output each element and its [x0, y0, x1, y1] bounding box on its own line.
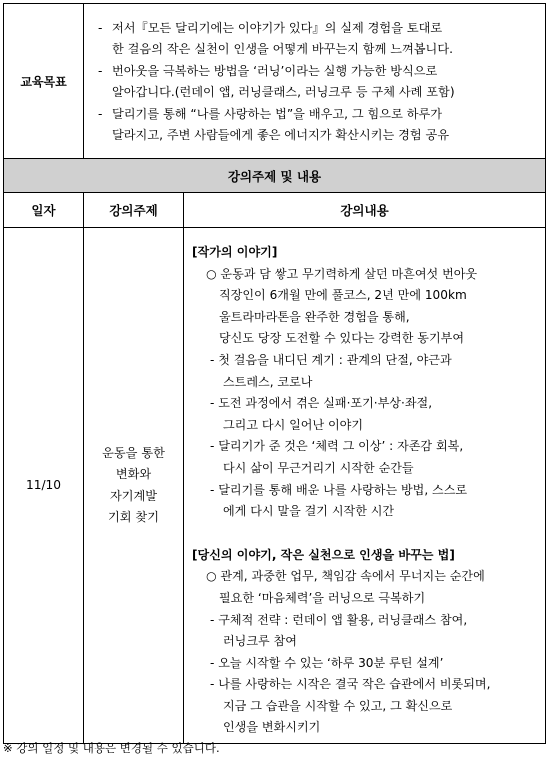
objective-item: [98, 61, 537, 104]
bullet-line: 인생을 변화시키기: [223, 720, 321, 735]
lecture-date: 11/10: [4, 228, 84, 744]
objective-text: [112, 18, 537, 61]
section-row: [4, 159, 546, 193]
header-content: 강의내용: [184, 193, 546, 228]
bullet-line: 에게 다시 말을 걸기 시작한 시간: [223, 504, 395, 519]
lecture-plan-table: [3, 3, 546, 744]
objectives-row: [4, 4, 546, 159]
bullet-line: 그리고 다시 일어난 이야기: [223, 417, 364, 432]
content-spacer: [192, 523, 539, 545]
bullet-line: 지금 그 습관을 시작할 수 있고, 그 확신으로: [223, 698, 453, 713]
lecture-topic-lines: [84, 443, 183, 529]
bullet-line: - 도전 과정에서 겪은 실패·포기·부상·좌절,: [210, 396, 433, 411]
objective-line: 달라지고, 주변 사람들에게 좋은 에너지가 확산시키는 경험 공유: [112, 128, 450, 142]
lecture-row: [4, 228, 546, 744]
objective-line: 한 걸음의 작은 실천이 인생을 어떻게 바꾸는지 함께 느껴봅니다.: [112, 42, 453, 56]
lecture-content: [184, 228, 546, 744]
objective-text: [112, 61, 537, 104]
content-line: ○ 관계, 과중한 업무, 책임감 속에서 무너지는 순간에: [206, 569, 485, 584]
content-line: 당신도 당장 도전할 수 있다는 강력한 동기부여: [219, 331, 465, 346]
content-line: 직장인이 6개월 만에 풀코스, 2년 만에 100km: [219, 288, 467, 303]
objective-dash: -: [98, 106, 103, 121]
bullet-line: 다시 삶이 무근거리기 시작한 순간들: [223, 460, 414, 475]
topic-line: 자기계발: [109, 488, 158, 503]
topic-line: 기회 찾기: [108, 510, 159, 525]
content-line: 울트라마라톤을 완주한 경험을 통해,: [219, 309, 410, 324]
bullet-line: - 첫 걸음을 내디딘 계기 : 관계의 단절, 야근과: [210, 352, 452, 367]
topic-line: 변화와: [115, 467, 152, 482]
bullet-line: - 나를 사랑하는 시작은 결국 작은 습관에서 비롯되며,: [210, 677, 491, 692]
objective-dash: -: [98, 20, 103, 35]
topic-line: 운동을 통한: [102, 445, 165, 460]
bullet-line: - 달리기가 준 것은 ‘체력 그 이상’ : 자존감 회복,: [210, 439, 464, 454]
content-heading: [작가의 이야기]: [192, 245, 278, 259]
objective-line: 알아갑니다.(런데이 앱, 러닝클래스, 러닝크루 등 구체 사례 포함): [112, 85, 455, 99]
objective-text: [112, 104, 537, 147]
objective-line: 달리기를 통해 “나를 사랑하는 법”을 배우고, 그 힘으로 하루가: [112, 106, 443, 121]
content-line: ○ 운동과 담 쌓고 무기력하게 살던 마흔여섯 번아웃: [206, 266, 478, 281]
lecture-topic: [84, 228, 184, 744]
objective-item: [98, 104, 537, 147]
header-date: 일자: [4, 193, 84, 228]
header-row: [4, 193, 546, 228]
bullet-line: - 달리기를 통해 배운 나를 사랑하는 방법, 스스로: [210, 482, 468, 497]
content-line: 필요한 ‘마음체력’을 러닝으로 극복하기: [219, 590, 426, 605]
objective-line: 번아웃을 극복하는 방법을 ‘러닝’이라는 실행 가능한 방식으로: [112, 63, 438, 78]
objective-item: [98, 18, 537, 61]
bullet-line: 스트레스, 코로나: [223, 374, 313, 389]
bullet-line: - 구체적 전략 : 런데이 앱 활용, 러닝클래스 참여,: [210, 612, 468, 627]
objectives-label: 교육목표: [4, 4, 84, 159]
objectives-content: [84, 4, 546, 159]
footnote: ※ 강의 일정 및 내용은 변경될 수 있습니다.: [3, 741, 220, 755]
header-topic: 강의주제: [84, 193, 184, 228]
bullet-line: 러닝크루 참여: [223, 634, 297, 649]
content-heading: [당신의 이야기, 작은 실천으로 인생을 바꾸는 법]: [192, 547, 455, 562]
objective-dash: -: [98, 63, 103, 78]
bullet-line: - 오늘 시작할 수 있는 ‘하루 30분 루틴 설계’: [210, 655, 444, 670]
objectives-list: [98, 18, 537, 147]
section-title: 강의주제 및 내용: [4, 159, 546, 193]
objective-line: 저서『모든 달리기에는 이야기가 있다』의 실제 경험을 토대로: [112, 20, 443, 35]
lecture-content-body: [192, 242, 539, 739]
